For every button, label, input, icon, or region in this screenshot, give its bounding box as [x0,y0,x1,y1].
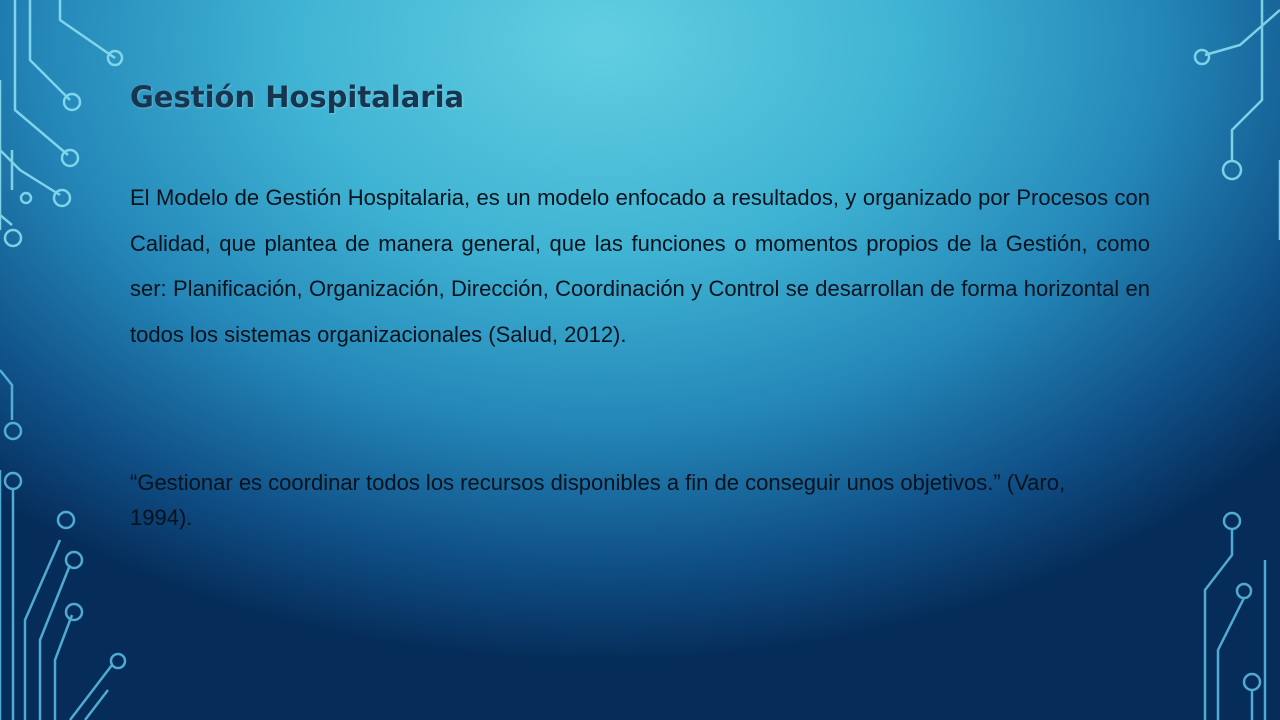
definition-paragraph: El Modelo de Gestión Hospitalaria, es un modelo enfocado a resultados, y organizado por Procesos con Calidad, que plantea de manera general, que las funciones o momentos propios de la Gestión, como ser: Planificación, Organización, Dirección, Coordinación y Control se desarrollan de forma horizontal en todos los sistemas organizacionales (Salud, 2012). [130,185,1150,347]
slide-title: Gestión Hospitalaria [130,80,465,114]
quote-paragraph: “Gestionar es coordinar todos los recursos disponibles a fin de conseguir unos objetivos.” (Varo, 1994). [130,470,1066,530]
